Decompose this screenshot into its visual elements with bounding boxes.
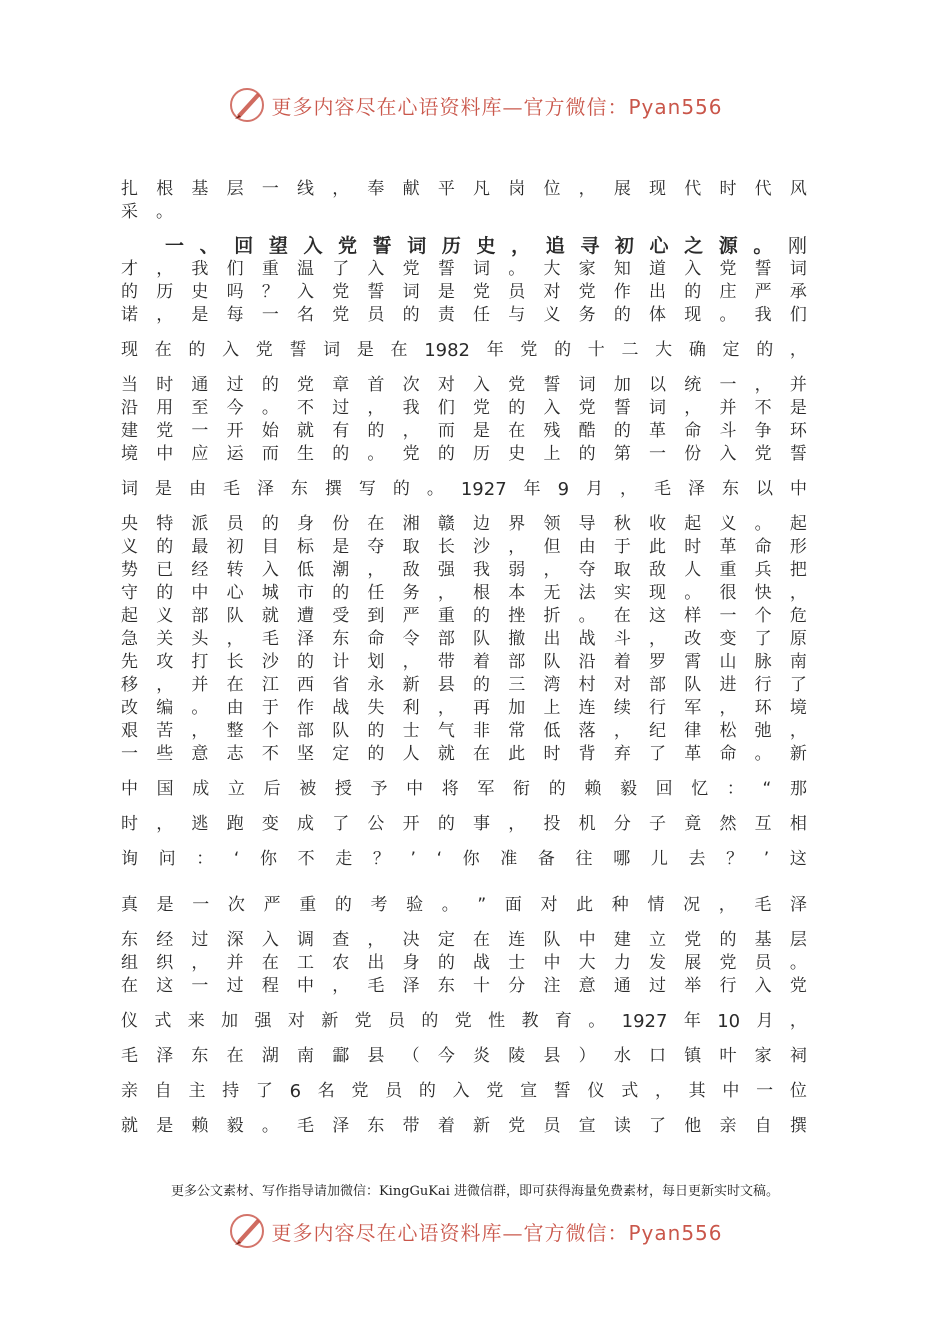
text-line: 建 党 一 开 始 就 有 的 ， 而 是 在 残 酷 的 革 命 斗 争 环 xyxy=(121,421,807,441)
text-line: 毛 泽 东 在 湖 南 酃 县 （ 今 炎 陵 县 ） 水 口 镇 叶 家 祠 xyxy=(121,1046,807,1066)
text-line: 仪 式 来 加 强 对 新 党 员 的 党 性 教 育 。 1927 年 10 月 ， xyxy=(121,1011,807,1032)
text-line: 先 攻 打 长 沙 的 计 划 ， 带 着 部 队 沿 着 罗 霄 山 脉 南 xyxy=(121,652,807,672)
text-line: 一 、 回 望 入 党 誓 词 历 史 ， 追 寻 初 心 之 源 。 刚 xyxy=(165,235,807,257)
pen-logo-icon xyxy=(227,1211,267,1251)
text-line: 当 时 通 过 的 党 章 首 次 对 入 党 誓 词 加 以 统 一 ， 并 xyxy=(121,375,807,395)
text-line: 时 ， 逃 跑 变 成 了 公 开 的 事 ， 投 机 分 子 竟 然 互 相 xyxy=(121,814,807,834)
text-line: 亲 自 主 持 了 6 名 党 员 的 入 党 宣 誓 仪 式 ， 其 中 一 位 xyxy=(121,1081,807,1102)
text-line: 的 历 史 吗 ？ 入 党 誓 词 是 党 员 对 党 作 出 的 庄 严 承 xyxy=(121,282,807,302)
text-line: 势 已 经 转 入 低 潮 ， 敌 强 我 弱 ， 夺 取 敌 人 重 兵 把 xyxy=(121,560,807,580)
text-line: 诺 ， 是 每 一 名 党 员 的 责 任 与 义 务 的 体 现 。 我 们 xyxy=(121,305,807,325)
text-line: 移 ， 并 在 江 西 省 永 新 县 的 三 湾 村 对 部 队 进 行 了 xyxy=(121,675,807,695)
text-line: 改 编 。 由 于 作 战 失 利 ， 再 加 上 连 续 行 军 ， 环 境 xyxy=(121,698,807,718)
header-banner xyxy=(0,83,950,127)
text-line: 起 义 部 队 就 遭 受 到 严 重 的 挫 折 。 在 这 样 一 个 危 xyxy=(121,606,807,626)
text-line: 现 在 的 入 党 誓 词 是 在 1982 年 党 的 十 二 大 确 定 的 ， xyxy=(121,340,807,361)
text-line: 在 这 一 过 程 中 ， 毛 泽 东 十 分 注 意 通 过 举 行 入 党 xyxy=(121,976,807,996)
text-line: 急 关 头 ， 毛 泽 东 命 令 部 队 撤 出 战 斗 ， 改 变 了 原 xyxy=(121,629,807,649)
text-line: 守 的 中 心 城 市 的 任 务 ， 根 本 无 法 实 现 。 很 快 ， xyxy=(121,583,807,603)
text-line: 境 中 应 运 而 生 的 。 党 的 历 史 上 的 第 一 份 入 党 誓 xyxy=(121,444,807,464)
text-line: 才 ， 我 们 重 温 了 入 党 誓 词 。 大 家 知 道 入 党 誓 词 xyxy=(121,259,807,279)
text-line: 义 的 最 初 目 标 是 夺 取 长 沙 ， 但 由 于 此 时 革 命 形 xyxy=(121,537,807,557)
text-line: 艰 苦 ， 整 个 部 队 的 士 气 非 常 低 落 ， 纪 律 松 弛 ， xyxy=(121,721,807,741)
text-line: 一 些 意 志 不 坚 定 的 人 就 在 此 时 背 弃 了 革 命 。 新 xyxy=(121,744,807,764)
footer-banner xyxy=(0,1209,950,1253)
text-line: 组 织 ， 并 在 工 农 出 身 的 战 士 中 大 力 发 展 党 员 。 xyxy=(121,953,807,973)
text-line: 中 国 成 立 后 被 授 予 中 将 军 衔 的 赖 毅 回 忆 ： “ 那 xyxy=(121,779,807,799)
banner-text: 更多内容尽在心语资料库—官方微信：Pyan556 xyxy=(271,94,723,119)
text-line: 就 是 赖 毅 。 毛 泽 东 带 着 新 党 员 宣 读 了 他 亲 自 撰 xyxy=(121,1116,807,1136)
text-line: 央 特 派 员 的 身 份 在 湘 赣 边 界 领 导 秋 收 起 义 。 起 xyxy=(121,514,807,534)
banner-text: 更多内容尽在心语资料库—官方微信：Pyan556 xyxy=(271,1220,723,1245)
text-line: 真 是 一 次 严 重 的 考 验 。 ” 面 对 此 种 情 况 ， 毛 泽 xyxy=(121,895,807,915)
text-line: 东 经 过 深 入 调 查 ， 决 定 在 连 队 中 建 立 党 的 基 层 xyxy=(121,930,807,950)
footer-note: 更多公文素材、写作指导请加微信：KingGuKai 进微信群，即可获得海量免费素材，每日更新实时文稿。 xyxy=(170,1184,780,1199)
text-line: 词 是 由 毛 泽 东 撰 写 的 。 1927 年 9 月 ， 毛 泽 东 以 中 xyxy=(121,479,807,500)
pen-logo-icon xyxy=(227,85,267,125)
text-line: 采 。 xyxy=(121,202,173,222)
text-line: 询 问 ： ‘ 你 不 走 ？ ’ ‘ 你 准 备 往 哪 儿 去 ？ ’ 这 xyxy=(121,849,807,869)
text-line: 沿 用 至 今 。 不 过 ， 我 们 党 的 入 党 誓 词 ， 并 不 是 xyxy=(121,398,807,418)
text-line: 扎 根 基 层 一 线 ， 奉 献 平 凡 岗 位 ， 展 现 代 时 代 风 xyxy=(121,179,807,199)
